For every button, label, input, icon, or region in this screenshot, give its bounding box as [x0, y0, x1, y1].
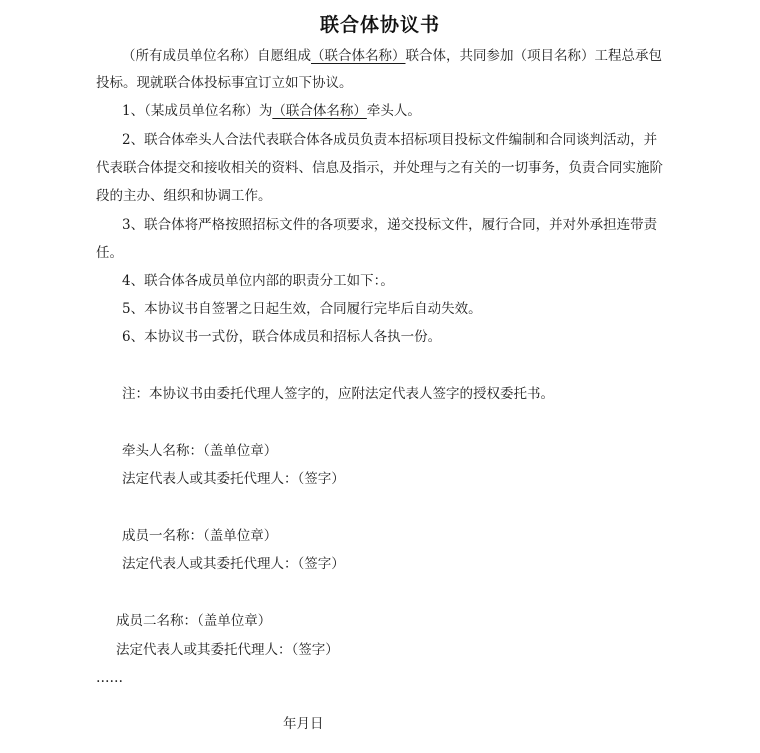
clause-1-text: 1、（某成员单位名称）为 — [122, 103, 273, 119]
clause-1-consortium-blank: （联合体名称） — [272, 103, 367, 119]
member-1-name-line: 成员一名称：（盖单位章） — [122, 528, 278, 544]
intro-members-text: （所有成员单位名称）自愿组成 — [122, 48, 311, 64]
consortium-name-blank: （联合体名称） — [311, 48, 406, 64]
lead-name-line: 牵头人名称：（盖单位章） — [122, 443, 278, 459]
date-line: 年月日 — [283, 716, 324, 732]
document-title: 联合体协议书 — [319, 14, 440, 36]
member-2-name-line: 成员二名称：（盖单位章） — [116, 613, 272, 629]
clause-1 — [122, 101, 421, 121]
clause-6: 6、本协议书一式份，联合体成员和招标人各执一份。 — [122, 329, 442, 345]
intro-project-text: 联合体，共同参加（项目名称）工程总承包 — [405, 48, 662, 64]
clause-1-lead-text: 牵头人。 — [366, 103, 421, 119]
clause-2-line-3: 段的主办、组织和协调工作。 — [96, 188, 272, 204]
member-2-representative-line: 法定代表人或其委托代理人：（签字） — [116, 642, 339, 658]
clause-3-line-2: 任。 — [96, 245, 123, 261]
lead-representative-line: 法定代表人或其委托代理人：（签字） — [122, 471, 345, 487]
intro-line-1 — [122, 46, 662, 66]
clause-2-line-1: 2、联合体牵头人合法代表联合体各成员负责本招标项目投标文件编制和合同谈判活动，并 — [122, 132, 658, 148]
clause-2-line-2: 代表联合体提交和接收相关的资料、信息及指示，并处理与之有关的一切事务，负责合同实施阶 — [96, 160, 663, 176]
clause-3-line-1: 3、联合体将严格按照招标文件的各项要求，递交投标文件，履行合同，并对外承担连带责 — [122, 217, 658, 233]
clause-4: 4、联合体各成员单位内部的职责分工如下：。 — [122, 273, 394, 289]
note: 注：本协议书由委托代理人签字的，应附法定代表人签字的授权委托书。 — [122, 386, 554, 402]
continuation-ellipsis: …… — [96, 670, 123, 686]
member-1-representative-line: 法定代表人或其委托代理人：（签字） — [122, 556, 345, 572]
intro-line-2: 投标。现就联合体投标事宜订立如下协议。 — [96, 75, 353, 91]
clause-5: 5、本协议书自签署之日起生效，合同履行完毕后自动失效。 — [122, 301, 482, 317]
